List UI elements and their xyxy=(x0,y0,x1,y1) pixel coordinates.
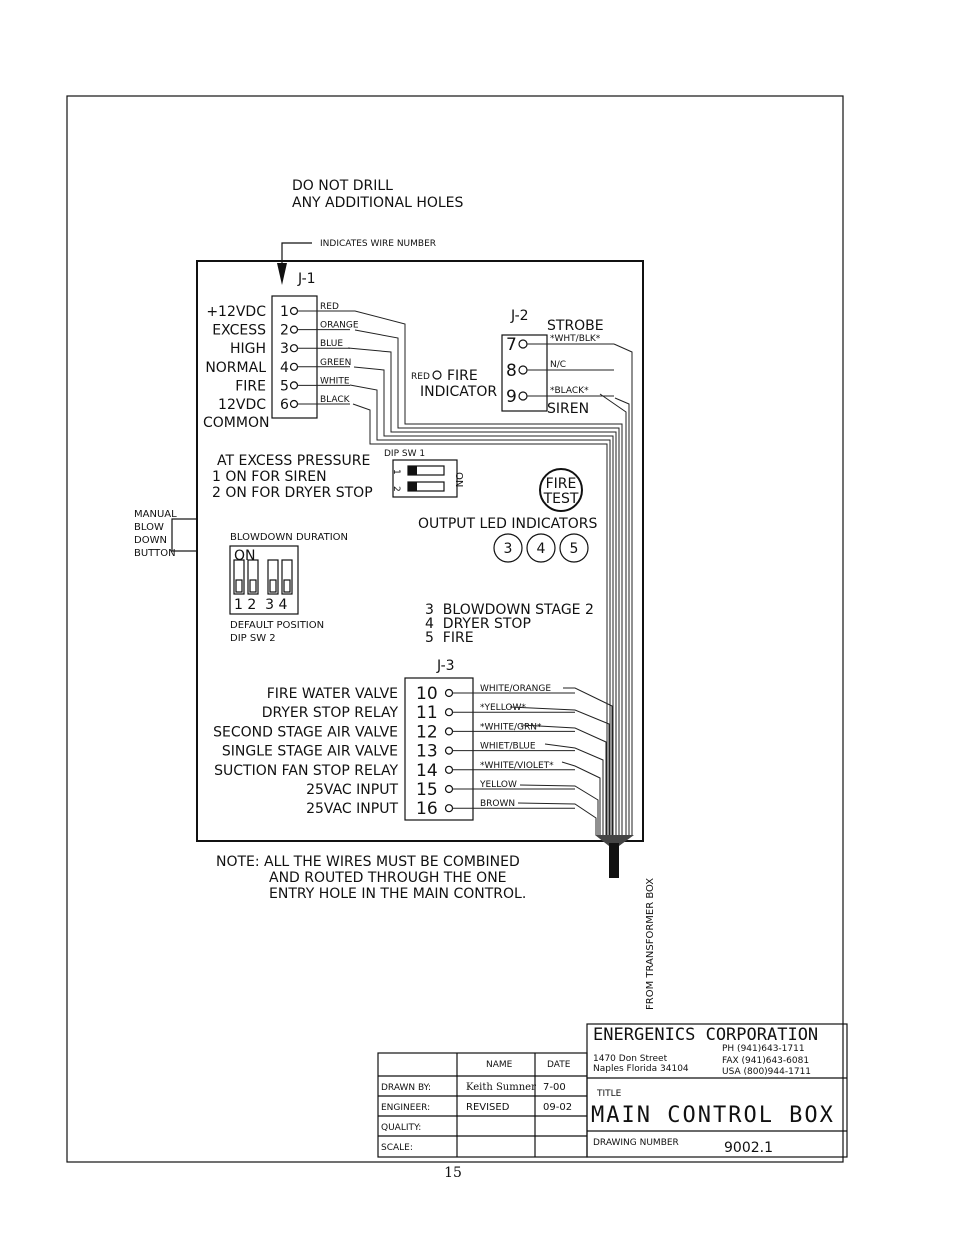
j3-label-16: 25VAC INPUT xyxy=(306,801,398,818)
dip1-num-1: 1 xyxy=(391,469,401,475)
j3-rows xyxy=(213,684,575,819)
j2-wire-label-8: N/C xyxy=(550,360,567,370)
j3-terminal-15 xyxy=(446,786,453,793)
approval-label-1: ENGINEER: xyxy=(381,1103,431,1113)
dip1-note-2: 1 ON FOR SIREN xyxy=(212,469,327,485)
j2-terminal-7 xyxy=(519,340,527,348)
j1-wire-label-3: BLUE xyxy=(320,339,344,350)
j3-terminal-10 xyxy=(446,690,453,697)
bottom-note-1: NOTE: ALL THE WIRES MUST BE COMBINED xyxy=(216,854,520,870)
j2-title: J-2 xyxy=(511,308,529,324)
wire-number-leader xyxy=(282,243,312,270)
output-leds-title: OUTPUT LED INDICATORS xyxy=(418,516,598,532)
led-legend-3: 5 FIRE xyxy=(425,630,474,646)
j1-label-5: FIRE xyxy=(235,378,266,395)
j1-terminal-5 xyxy=(291,382,298,389)
manual-blowdown-button[interactable] xyxy=(172,519,197,551)
company-address-2: Naples Florida 34104 xyxy=(593,1064,689,1074)
j3-wire-label-12: *WHITE/GRN* xyxy=(480,722,542,733)
j1-terminal-2 xyxy=(291,326,298,333)
manual-blowdown-line-1: MANUAL xyxy=(134,509,177,520)
approval-name-0: Keith Sumner xyxy=(466,1082,536,1093)
output-leds xyxy=(494,534,588,562)
j3-terminal-11 xyxy=(446,709,453,716)
j3-wire-label-11: *YELLOW* xyxy=(480,703,526,714)
j1-label-4: NORMAL xyxy=(205,359,266,376)
led-legend-2: 4 DRYER STOP xyxy=(425,616,531,632)
j1-wire-label-2: ORANGE xyxy=(320,320,359,331)
j1-label-6: 12VDC xyxy=(218,397,266,413)
j1-title: J-1 xyxy=(298,271,316,287)
j3-pin-10: 10 xyxy=(416,684,438,704)
j2-terminal-9 xyxy=(519,392,527,400)
j3-pin-12: 12 xyxy=(416,722,438,743)
wire-bundle xyxy=(609,843,619,878)
j3-title: J-3 xyxy=(437,658,455,674)
j1-pin-3: 3 xyxy=(280,341,289,358)
dip2-numbers: 1 2 3 4 xyxy=(234,597,288,613)
j1-terminal-6 xyxy=(291,401,298,408)
page-number: 15 xyxy=(444,1165,462,1181)
fire-indicator-line-1: FIRE xyxy=(447,368,478,384)
title-label: TITLE xyxy=(597,1089,622,1099)
approval-rows xyxy=(381,1082,572,1153)
j3-pin-13: 13 xyxy=(416,741,438,762)
col-name: NAME xyxy=(486,1060,513,1070)
j3-pin-11: 11 xyxy=(416,703,438,724)
blowdown-default-2: DIP SW 2 xyxy=(230,633,276,644)
j2-rows xyxy=(506,334,614,407)
j3-terminal-13 xyxy=(446,747,453,754)
j1-wire-label-4: GREEN xyxy=(320,357,352,368)
bottom-note-3: ENTRY HOLE IN THE MAIN CONTROL. xyxy=(269,886,527,902)
dip1-num-2: 2 xyxy=(391,486,401,492)
dip1-on: ON xyxy=(453,472,464,488)
company-fax: FAX (941)643-6081 xyxy=(722,1056,810,1066)
j3-wire-label-10: WHITE/ORANGE xyxy=(480,684,552,694)
j1-pin-6: 6 xyxy=(280,397,289,413)
j1-rows xyxy=(205,302,359,413)
j2-siren: SIREN xyxy=(547,401,590,417)
dip2-levers xyxy=(234,560,292,594)
company-usa: USA (800)944-1711 xyxy=(722,1067,812,1077)
j1-wire-label-5: WHITE xyxy=(320,376,350,387)
wire-number-note: INDICATES WIRE NUMBER xyxy=(320,239,437,249)
j3-pin-14: 14 xyxy=(416,760,438,781)
approval-date-0: 7-00 xyxy=(543,1082,566,1093)
j3-terminal-14 xyxy=(446,766,453,773)
drawing-number: 9002.1 xyxy=(724,1140,773,1156)
fire-indicator-red: RED xyxy=(411,372,430,382)
j1-terminal-1 xyxy=(291,308,298,315)
j1-pin-4: 4 xyxy=(280,359,289,376)
j2-wire-label-9: *BLACK* xyxy=(550,386,589,396)
j1-common-label: COMMON xyxy=(203,415,270,431)
dip1-note-3: 2 ON FOR DRYER STOP xyxy=(212,485,373,501)
bottom-note-2: AND ROUTED THROUGH THE ONE xyxy=(269,870,507,886)
j3-terminal-16 xyxy=(446,805,453,812)
j1-pin-5: 5 xyxy=(280,378,289,395)
notice-line-1: DO NOT DRILL xyxy=(292,178,393,194)
wire-number-arrow xyxy=(277,263,287,285)
dip2-on: ON xyxy=(234,548,256,564)
j1-terminal-3 xyxy=(291,345,298,352)
j3-wire-label-15: YELLOW xyxy=(480,780,517,790)
j1-pin-2: 2 xyxy=(280,322,289,339)
drawing-number-label: DRAWING NUMBER xyxy=(593,1138,679,1148)
col-date: DATE xyxy=(547,1060,571,1070)
j1-pin-1: 1 xyxy=(280,304,289,320)
j3-wire-label-14: *WHITE/VIOLET* xyxy=(480,760,554,771)
j3-pin-16: 16 xyxy=(416,799,438,820)
j1-wire-label-6: BLACK xyxy=(320,395,350,405)
from-transformer-label: FROM TRANSFORMER BOX xyxy=(645,877,656,1010)
company-address-1: 1470 Don Street xyxy=(593,1054,668,1064)
j1-label-2: EXCESS xyxy=(212,322,266,339)
output-led-label-4: 4 xyxy=(536,541,546,557)
approval-name-1: REVISED xyxy=(466,1102,510,1113)
j1-wire-label-1: RED xyxy=(320,302,339,312)
blowdown-default-1: DEFAULT POSITION xyxy=(230,620,325,631)
output-led-label-5: 5 xyxy=(569,541,579,557)
j2-pin-9: 9 xyxy=(506,387,517,407)
j2-wire-label-7: *WHT/BLK* xyxy=(550,334,601,344)
dip1-note-1: AT EXCESS PRESSURE xyxy=(217,453,371,469)
j3-label-10: FIRE WATER VALVE xyxy=(266,686,398,702)
approval-label-0: DRAWN BY: xyxy=(381,1083,431,1093)
fire-test-line-2: TEST xyxy=(543,491,579,507)
fire-indicator-line-2: INDICATOR xyxy=(420,384,498,400)
company-phone: PH (941)643-1711 xyxy=(722,1044,805,1054)
output-led-label-3: 3 xyxy=(503,541,513,557)
j2-pin-8: 8 xyxy=(506,361,517,381)
j3-label-12: SECOND STAGE AIR VALVE xyxy=(213,724,398,741)
j3-terminal-12 xyxy=(446,728,453,735)
j1-terminal-4 xyxy=(291,363,298,370)
j3-label-13: SINGLE STAGE AIR VALVE xyxy=(221,743,398,760)
approval-label-3: SCALE: xyxy=(381,1143,413,1153)
dip1-title: DIP SW 1 xyxy=(384,449,426,459)
company-name: ENERGENICS CORPORATION xyxy=(593,1025,819,1045)
blowdown-title: BLOWDOWN DURATION xyxy=(230,532,348,543)
notice-line-2: ANY ADDITIONAL HOLES xyxy=(292,195,464,211)
j2-terminal-8 xyxy=(519,366,527,374)
j3-label-11: DRYER STOP RELAY xyxy=(261,705,398,722)
manual-blowdown-line-2: BLOW xyxy=(134,522,164,533)
led-legend-1: 3 BLOWDOWN STAGE 2 xyxy=(425,602,594,618)
manual-blowdown-line-3: DOWN xyxy=(134,535,167,546)
j1-label-1: +12VDC xyxy=(206,304,266,320)
j3-wire-label-13: WHIET/BLUE xyxy=(480,741,536,752)
fire-test-line-1: FIRE xyxy=(545,476,577,492)
approval-date-1: 09-02 xyxy=(543,1102,573,1113)
approval-label-2: QUALITY: xyxy=(381,1123,422,1133)
fire-indicator-led xyxy=(433,371,441,379)
j3-wire-label-16: BROWN xyxy=(480,799,516,810)
j2-strobe: STROBE xyxy=(547,318,604,334)
j2-pin-7: 7 xyxy=(506,335,517,355)
j1-label-3: HIGH xyxy=(229,341,266,358)
j3-label-14: SUCTION FAN STOP RELAY xyxy=(214,762,398,779)
drawing-title: MAIN CONTROL BOX xyxy=(591,1103,835,1128)
j3-pin-15: 15 xyxy=(416,780,438,800)
manual-blowdown-line-4: BUTTON xyxy=(134,548,176,559)
j3-label-15: 25VAC INPUT xyxy=(306,782,398,798)
